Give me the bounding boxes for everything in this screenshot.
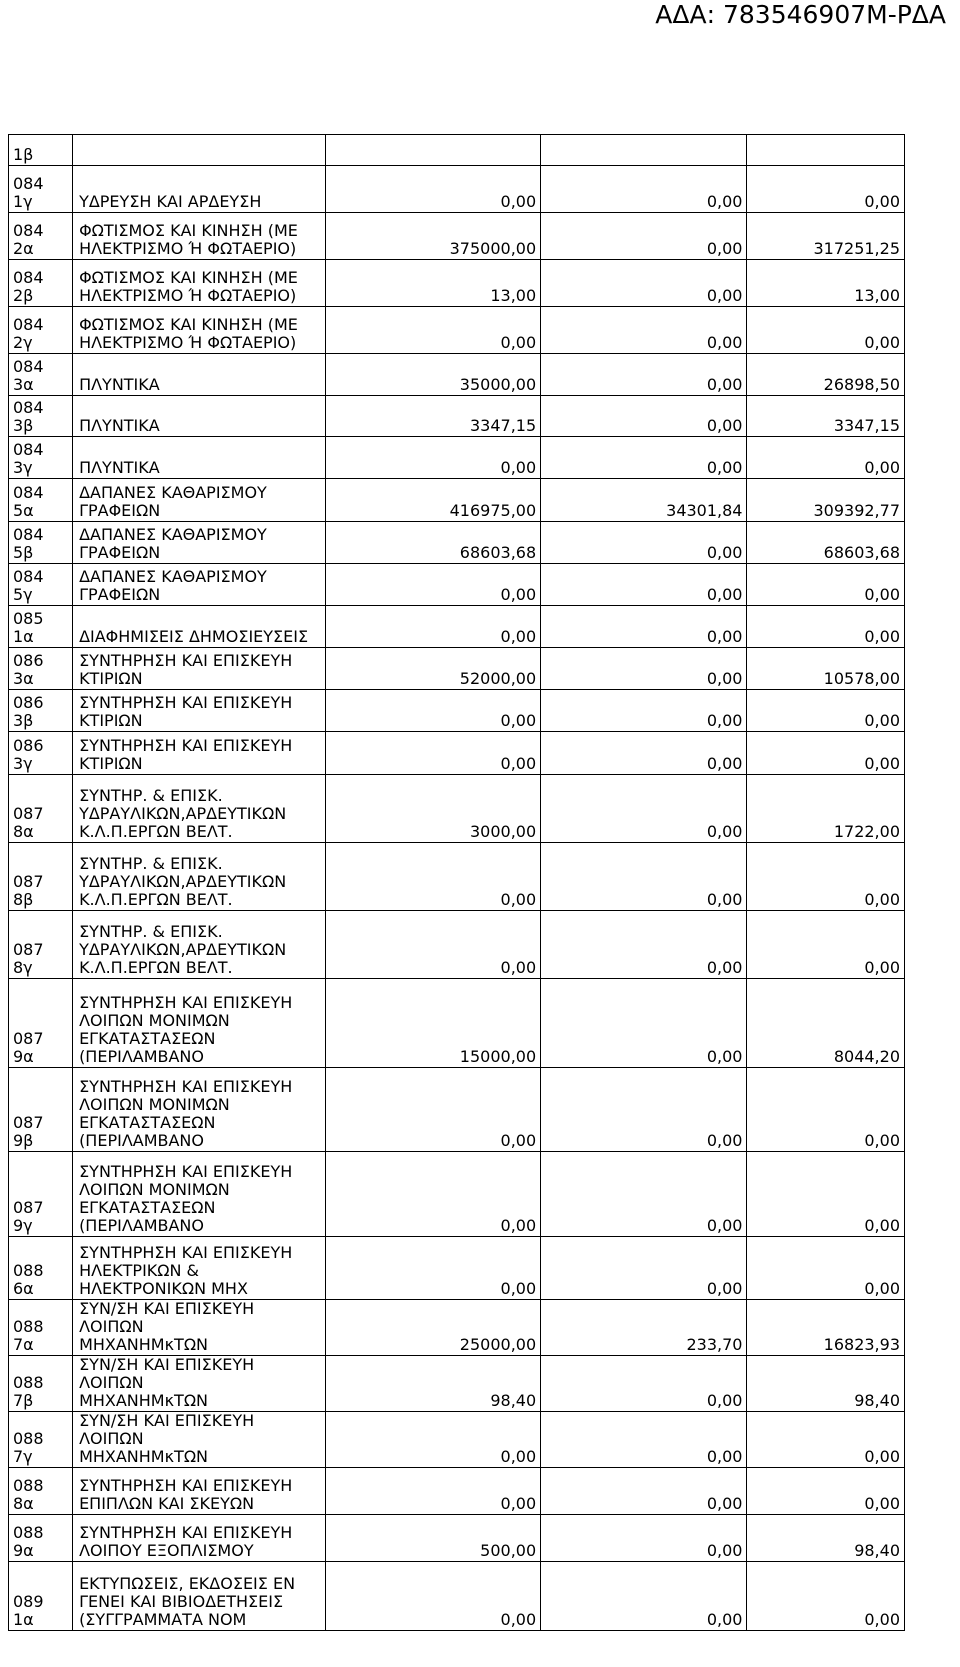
- row-description: ΣΥΝΤΗΡ. & ΕΠΙΣΚ. ΥΔΡΑΥΛΙΚΩΝ,ΑΡΔΕΥΤΙΚΩΝ Κ.Λ.Π.ΕΡΓΩΝ ΒΕΛΤ.: [73, 911, 326, 979]
- row-value-3: 98,40: [747, 1356, 905, 1412]
- table-row: [9, 479, 905, 522]
- row-value-3: 98,40: [747, 1515, 905, 1562]
- row-value-2: 0,00: [541, 307, 747, 354]
- table-row: [9, 213, 905, 260]
- row-value-3: 8044,20: [747, 979, 905, 1068]
- row-description: ΦΩΤΙΣΜΟΣ ΚΑΙ ΚΙΝΗΣΗ (ΜΕ ΗΛΕΚΤΡΙΣΜΟ Ή ΦΩΤΑΕΡΙΟ): [73, 307, 326, 354]
- row-value-2: 0,00: [541, 732, 747, 775]
- row-value-3: 26898,50: [747, 354, 905, 396]
- table-row: [9, 354, 905, 396]
- table-row: [9, 1152, 905, 1237]
- row-value-1: 0,00: [326, 732, 541, 775]
- row-value-1: 52000,00: [326, 648, 541, 690]
- row-value-3: 0,00: [747, 1152, 905, 1237]
- row-value-3: 0,00: [747, 564, 905, 606]
- row-value-2: 233,70: [541, 1300, 747, 1356]
- row-description: ΥΔΡΕΥΣΗ ΚΑΙ ΑΡΔΕΥΣΗ: [73, 166, 326, 213]
- row-value-2: 0,00: [541, 1237, 747, 1300]
- row-value-2: 0,00: [541, 1515, 747, 1562]
- row-code: 086 3α: [9, 648, 73, 690]
- row-value-3: 16823,93: [747, 1300, 905, 1356]
- row-value-2: 0,00: [541, 522, 747, 564]
- row-value-3: 0,00: [747, 606, 905, 648]
- row-value-3: 0,00: [747, 1068, 905, 1152]
- table-row: [9, 775, 905, 843]
- row-value-2: 0,00: [541, 911, 747, 979]
- row-code: 087 8β: [9, 843, 73, 911]
- row-value-2: 0,00: [541, 396, 747, 437]
- row-description: ΣΥΝΤΗΡΗΣΗ ΚΑΙ ΕΠΙΣΚΕΥΗ ΛΟΙΠΩΝ ΜΟΝΙΜΩΝ ΕΓΚΑΤΑΣΤΑΣΕΩΝ (ΠΕΡΙΛΑΜΒΑΝΟ: [73, 979, 326, 1068]
- row-description: ΔΑΠΑΝΕΣ ΚΑΘΑΡΙΣΜΟΥ ΓΡΑΦΕΙΩΝ: [73, 479, 326, 522]
- table-row: [9, 979, 905, 1068]
- row-code: 084 3γ: [9, 437, 73, 479]
- row-code: 086 3γ: [9, 732, 73, 775]
- row-value-2: 0,00: [541, 260, 747, 307]
- row-description: ΣΥΝΤΗΡ. & ΕΠΙΣΚ. ΥΔΡΑΥΛΙΚΩΝ,ΑΡΔΕΥΤΙΚΩΝ Κ.Λ.Π.ΕΡΓΩΝ ΒΕΛΤ.: [73, 843, 326, 911]
- row-value-1: 0,00: [326, 564, 541, 606]
- row-value-3: 13,00: [747, 260, 905, 307]
- table-row: [9, 307, 905, 354]
- row-value-1: 0,00: [326, 606, 541, 648]
- table-row: [9, 1300, 905, 1356]
- row-description: ΠΛΥΝΤΙΚΑ: [73, 354, 326, 396]
- row-code: 084 2γ: [9, 307, 73, 354]
- row-description: ΔΑΠΑΝΕΣ ΚΑΘΑΡΙΣΜΟΥ ΓΡΑΦΕΙΩΝ: [73, 522, 326, 564]
- row-value-1: 13,00: [326, 260, 541, 307]
- row-value-1: 0,00: [326, 437, 541, 479]
- row-value-1: 3000,00: [326, 775, 541, 843]
- row-value-2: 0,00: [541, 979, 747, 1068]
- row-description: ΣΥΝ/ΣΗ ΚΑΙ ΕΠΙΣΚΕΥΗ ΛΟΙΠΩΝ ΜΗΧΑΝΗΜκΤΩΝ: [73, 1356, 326, 1412]
- row-code: 084 2β: [9, 260, 73, 307]
- row-value-3: [747, 135, 905, 166]
- row-code: 088 6α: [9, 1237, 73, 1300]
- row-code: 084 5γ: [9, 564, 73, 606]
- row-value-3: 0,00: [747, 1237, 905, 1300]
- budget-table-body: [9, 135, 905, 1631]
- row-value-1: 0,00: [326, 843, 541, 911]
- row-value-3: 309392,77: [747, 479, 905, 522]
- row-value-3: 0,00: [747, 1412, 905, 1468]
- row-code: 089 1α: [9, 1562, 73, 1631]
- table-row: [9, 843, 905, 911]
- row-value-2: 0,00: [541, 843, 747, 911]
- table-row: [9, 437, 905, 479]
- table-row: [9, 648, 905, 690]
- row-value-3: 68603,68: [747, 522, 905, 564]
- row-value-3: 0,00: [747, 1468, 905, 1515]
- row-description: ΦΩΤΙΣΜΟΣ ΚΑΙ ΚΙΝΗΣΗ (ΜΕ ΗΛΕΚΤΡΙΣΜΟ Ή ΦΩΤΑΕΡΙΟ): [73, 213, 326, 260]
- row-value-1: 0,00: [326, 1468, 541, 1515]
- row-value-3: 0,00: [747, 307, 905, 354]
- row-value-1: 0,00: [326, 166, 541, 213]
- row-value-2: 0,00: [541, 648, 747, 690]
- row-code: 087 9β: [9, 1068, 73, 1152]
- row-value-2: 0,00: [541, 690, 747, 732]
- row-description: ΦΩΤΙΣΜΟΣ ΚΑΙ ΚΙΝΗΣΗ (ΜΕ ΗΛΕΚΤΡΙΣΜΟ Ή ΦΩΤΑΕΡΙΟ): [73, 260, 326, 307]
- row-description: ΣΥΝΤΗΡΗΣΗ ΚΑΙ ΕΠΙΣΚΕΥΗ ΗΛΕΚΤΡΙΚΩΝ & ΗΛΕΚΤΡΟΝΙΚΩΝ ΜΗΧ: [73, 1237, 326, 1300]
- row-value-2: 0,00: [541, 564, 747, 606]
- row-description: ΣΥΝΤΗΡΗΣΗ ΚΑΙ ΕΠΙΣΚΕΥΗ ΚΤΙΡΙΩΝ: [73, 648, 326, 690]
- row-value-1: 0,00: [326, 1068, 541, 1152]
- budget-table: [8, 134, 905, 1631]
- row-code: 084 3β: [9, 396, 73, 437]
- row-code: 084 5β: [9, 522, 73, 564]
- table-row: [9, 1515, 905, 1562]
- row-value-2: 0,00: [541, 1068, 747, 1152]
- row-code: 084 3α: [9, 354, 73, 396]
- row-code: 088 7α: [9, 1300, 73, 1356]
- row-description: ΕΚΤΥΠΩΣΕΙΣ, ΕΚΔΟΣΕΙΣ ΕΝ ΓΕΝΕΙ ΚΑΙ ΒΙΒΙΟΔΕΤΗΣΕΙΣ (ΣΥΓΓΡΑΜΜΑΤΑ ΝΟΜ: [73, 1562, 326, 1631]
- row-value-2: 0,00: [541, 213, 747, 260]
- row-value-1: 98,40: [326, 1356, 541, 1412]
- table-row: [9, 1356, 905, 1412]
- row-value-2: 0,00: [541, 1468, 747, 1515]
- table-row: [9, 732, 905, 775]
- row-value-3: 0,00: [747, 911, 905, 979]
- table-row: [9, 396, 905, 437]
- row-value-3: 0,00: [747, 843, 905, 911]
- row-value-2: 0,00: [541, 606, 747, 648]
- table-row: [9, 135, 905, 166]
- row-value-2: 0,00: [541, 775, 747, 843]
- row-value-2: 0,00: [541, 1152, 747, 1237]
- row-value-1: 0,00: [326, 1412, 541, 1468]
- row-description: ΣΥΝΤΗΡΗΣΗ ΚΑΙ ΕΠΙΣΚΕΥΗ ΛΟΙΠΩΝ ΜΟΝΙΜΩΝ ΕΓΚΑΤΑΣΤΑΣΕΩΝ (ΠΕΡΙΛΑΜΒΑΝΟ: [73, 1152, 326, 1237]
- row-value-1: 0,00: [326, 1152, 541, 1237]
- table-row: [9, 1412, 905, 1468]
- row-code: 1β: [9, 135, 73, 166]
- row-value-1: 68603,68: [326, 522, 541, 564]
- row-code: 084 5α: [9, 479, 73, 522]
- row-value-1: 35000,00: [326, 354, 541, 396]
- row-code: 084 2α: [9, 213, 73, 260]
- row-description: ΣΥΝΤΗΡ. & ΕΠΙΣΚ. ΥΔΡΑΥΛΙΚΩΝ,ΑΡΔΕΥΤΙΚΩΝ Κ.Λ.Π.ΕΡΓΩΝ ΒΕΛΤ.: [73, 775, 326, 843]
- row-value-2: 0,00: [541, 437, 747, 479]
- row-value-1: 3347,15: [326, 396, 541, 437]
- table-row: [9, 1237, 905, 1300]
- row-code: 088 9α: [9, 1515, 73, 1562]
- row-value-3: 317251,25: [747, 213, 905, 260]
- row-description: [73, 135, 326, 166]
- table-row: [9, 606, 905, 648]
- row-value-1: 375000,00: [326, 213, 541, 260]
- row-value-2: 0,00: [541, 1562, 747, 1631]
- table-row: [9, 1068, 905, 1152]
- table-row: [9, 166, 905, 213]
- row-description: ΔΙΑΦΗΜΙΣΕΙΣ ΔΗΜΟΣΙΕΥΣΕΙΣ: [73, 606, 326, 648]
- row-value-3: 0,00: [747, 690, 905, 732]
- row-value-2: 34301,84: [541, 479, 747, 522]
- row-value-3: 0,00: [747, 437, 905, 479]
- row-code: 085 1α: [9, 606, 73, 648]
- ada-header: ΑΔΑ: 783546907Μ-ΡΔΑ: [655, 0, 946, 29]
- row-value-1: 416975,00: [326, 479, 541, 522]
- row-value-3: 10578,00: [747, 648, 905, 690]
- row-description: ΣΥΝΤΗΡΗΣΗ ΚΑΙ ΕΠΙΣΚΕΥΗ ΚΤΙΡΙΩΝ: [73, 732, 326, 775]
- row-code: 087 8α: [9, 775, 73, 843]
- table-row: [9, 1562, 905, 1631]
- table-row: [9, 522, 905, 564]
- row-value-3: 0,00: [747, 732, 905, 775]
- table-row: [9, 564, 905, 606]
- table-row: [9, 690, 905, 732]
- row-description: ΔΑΠΑΝΕΣ ΚΑΘΑΡΙΣΜΟΥ ΓΡΑΦΕΙΩΝ: [73, 564, 326, 606]
- row-value-2: 0,00: [541, 166, 747, 213]
- row-value-3: 1722,00: [747, 775, 905, 843]
- row-code: 086 3β: [9, 690, 73, 732]
- row-code: 087 8γ: [9, 911, 73, 979]
- table-row: [9, 1468, 905, 1515]
- row-value-1: 0,00: [326, 690, 541, 732]
- row-value-2: 0,00: [541, 1356, 747, 1412]
- row-value-1: [326, 135, 541, 166]
- row-value-1: 15000,00: [326, 979, 541, 1068]
- row-code: 088 7γ: [9, 1412, 73, 1468]
- row-code: 088 7β: [9, 1356, 73, 1412]
- row-description: ΣΥΝ/ΣΗ ΚΑΙ ΕΠΙΣΚΕΥΗ ΛΟΙΠΩΝ ΜΗΧΑΝΗΜκΤΩΝ: [73, 1300, 326, 1356]
- row-description: ΣΥΝΤΗΡΗΣΗ ΚΑΙ ΕΠΙΣΚΕΥΗ ΛΟΙΠΟΥ ΕΞΟΠΛΙΣΜΟΥ: [73, 1515, 326, 1562]
- row-value-1: 0,00: [326, 307, 541, 354]
- row-value-1: 0,00: [326, 911, 541, 979]
- row-value-3: 3347,15: [747, 396, 905, 437]
- row-value-1: 0,00: [326, 1562, 541, 1631]
- row-description: ΣΥΝΤΗΡΗΣΗ ΚΑΙ ΕΠΙΣΚΕΥΗ ΕΠΙΠΛΩΝ ΚΑΙ ΣΚΕΥΩΝ: [73, 1468, 326, 1515]
- row-code: 087 9γ: [9, 1152, 73, 1237]
- row-code: 088 8α: [9, 1468, 73, 1515]
- row-value-1: 0,00: [326, 1237, 541, 1300]
- row-description: ΣΥΝΤΗΡΗΣΗ ΚΑΙ ΕΠΙΣΚΕΥΗ ΚΤΙΡΙΩΝ: [73, 690, 326, 732]
- row-value-1: 500,00: [326, 1515, 541, 1562]
- row-description: ΣΥΝ/ΣΗ ΚΑΙ ΕΠΙΣΚΕΥΗ ΛΟΙΠΩΝ ΜΗΧΑΝΗΜκΤΩΝ: [73, 1412, 326, 1468]
- table-row: [9, 260, 905, 307]
- row-value-3: 0,00: [747, 166, 905, 213]
- row-description: ΠΛΥΝΤΙΚΑ: [73, 396, 326, 437]
- row-value-2: [541, 135, 747, 166]
- row-value-1: 25000,00: [326, 1300, 541, 1356]
- row-value-2: 0,00: [541, 354, 747, 396]
- row-code: 084 1γ: [9, 166, 73, 213]
- row-description: ΣΥΝΤΗΡΗΣΗ ΚΑΙ ΕΠΙΣΚΕΥΗ ΛΟΙΠΩΝ ΜΟΝΙΜΩΝ ΕΓΚΑΤΑΣΤΑΣΕΩΝ (ΠΕΡΙΛΑΜΒΑΝΟ: [73, 1068, 326, 1152]
- row-description: ΠΛΥΝΤΙΚΑ: [73, 437, 326, 479]
- row-value-3: 0,00: [747, 1562, 905, 1631]
- row-value-2: 0,00: [541, 1412, 747, 1468]
- row-code: 087 9α: [9, 979, 73, 1068]
- table-row: [9, 911, 905, 979]
